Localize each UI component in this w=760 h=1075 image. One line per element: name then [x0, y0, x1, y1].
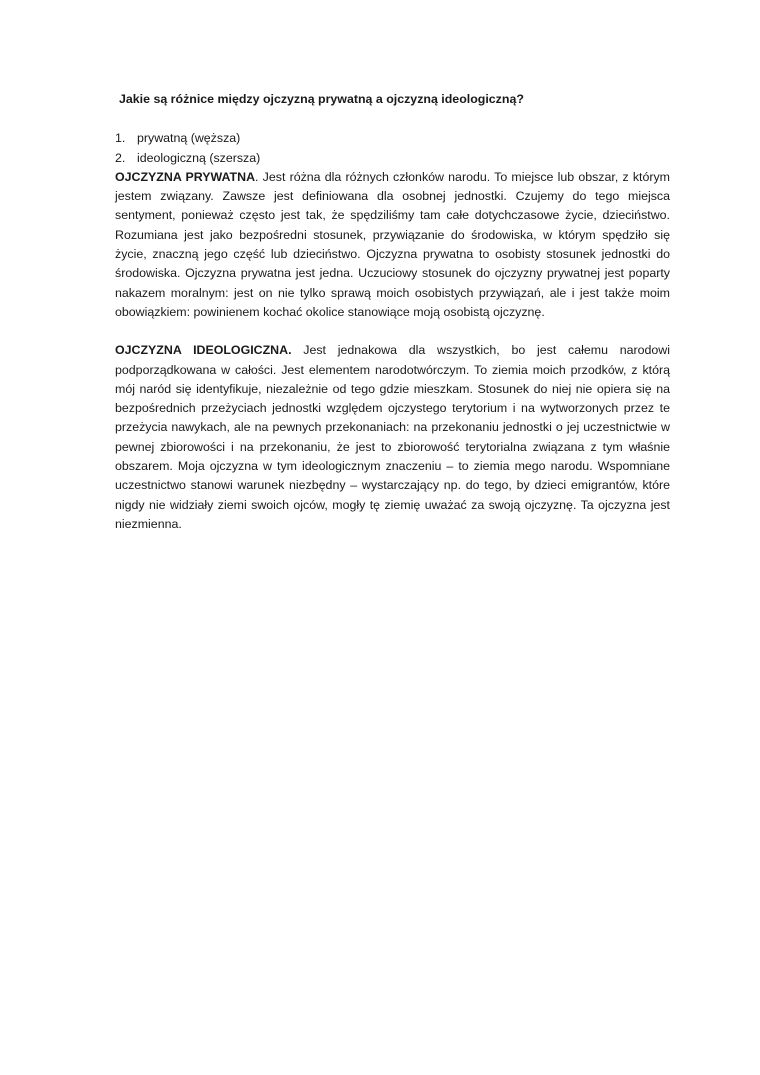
- list-item: [115, 149, 670, 168]
- section-ideological-homeland: [115, 341, 670, 534]
- list-item-number: 2.: [115, 150, 126, 165]
- list-item-text: ideologiczną (szersza): [137, 150, 261, 165]
- section-text-ideological: Jest jednakowa dla wszystkich, bo jest całemu narodowi podporządkowana w całości. Jest elementem narodotwórczym. To ziemia moich przodków, z którą mój naród się identyfikuje, niezależnie od tego gdzie mieszkam. Stosunek do niej nie opiera się na bezpośrednich przeżyciach jednostki względem ojczystego terytorium i na wytworzonych przez te przeżycia nawykach, ale na pewnych przekonaniach: na przekonaniu jednostki o jej uczestnictwie w pewnej zbiorowości i na przekonaniu, że jest to zbiorowość terytorialna związana z tym właśnie obszarem. Moja ojczyzna w tym ideologicznym znaczeniu – to ziemia mego narodu. Wspomniane uczestnictwo stanowi warunek niezbędny – wystarczający np. do tego, by dzieci emigrantów, które nigdy nie widziały ziemi swoich ojców, mogły tę ziemię uważać za swoją ojczyznę. Ta ojczyzna jest niezmienna.: [115, 343, 670, 531]
- section-private-homeland: [115, 168, 670, 322]
- document-page: [115, 90, 670, 534]
- question-heading: Jakie są różnice między ojczyzną prywatną a ojczyzną ideologiczną?: [119, 92, 524, 106]
- section-heading-ideological: OJCZYZNA IDEOLOGICZNA.: [115, 343, 292, 358]
- answer-list: [115, 129, 670, 168]
- list-item-text: prywatną (węższa): [137, 131, 241, 146]
- section-text-private: . Jest różna dla różnych członków narodu. To miejsce lub obszar, z którym jestem związany. Zawsze jest definiowana dla osobnej jednostki. Czujemy do tego miejsca sentyment, ponieważ często jest tak, że spędziliśmy tam całe dotychczasowe życie, dzieciństwo. Rozumiana jest jako bezpośredni stosunek, przywiązanie do środowiska, w którym spędziło się życie, znaczną jego część lub dzieciństwo. Ojczyzna prywatna to osobisty stosunek jednostki do środowiska. Ojczyzna prywatna jest jedna. Uczuciowy stosunek do ojczyzny prywatnej jest poparty nakazem moralnym: jest on nie tylko sprawą moich osobistych przywiązań, ale i jest także moim obowiązkiem: powinienem kochać okolice stanowiące moją osobistą ojczyznę.: [115, 169, 671, 319]
- list-item: [115, 129, 670, 148]
- section-heading-private: OJCZYZNA PRYWATNA: [115, 169, 256, 184]
- list-item-number: 1.: [115, 131, 126, 146]
